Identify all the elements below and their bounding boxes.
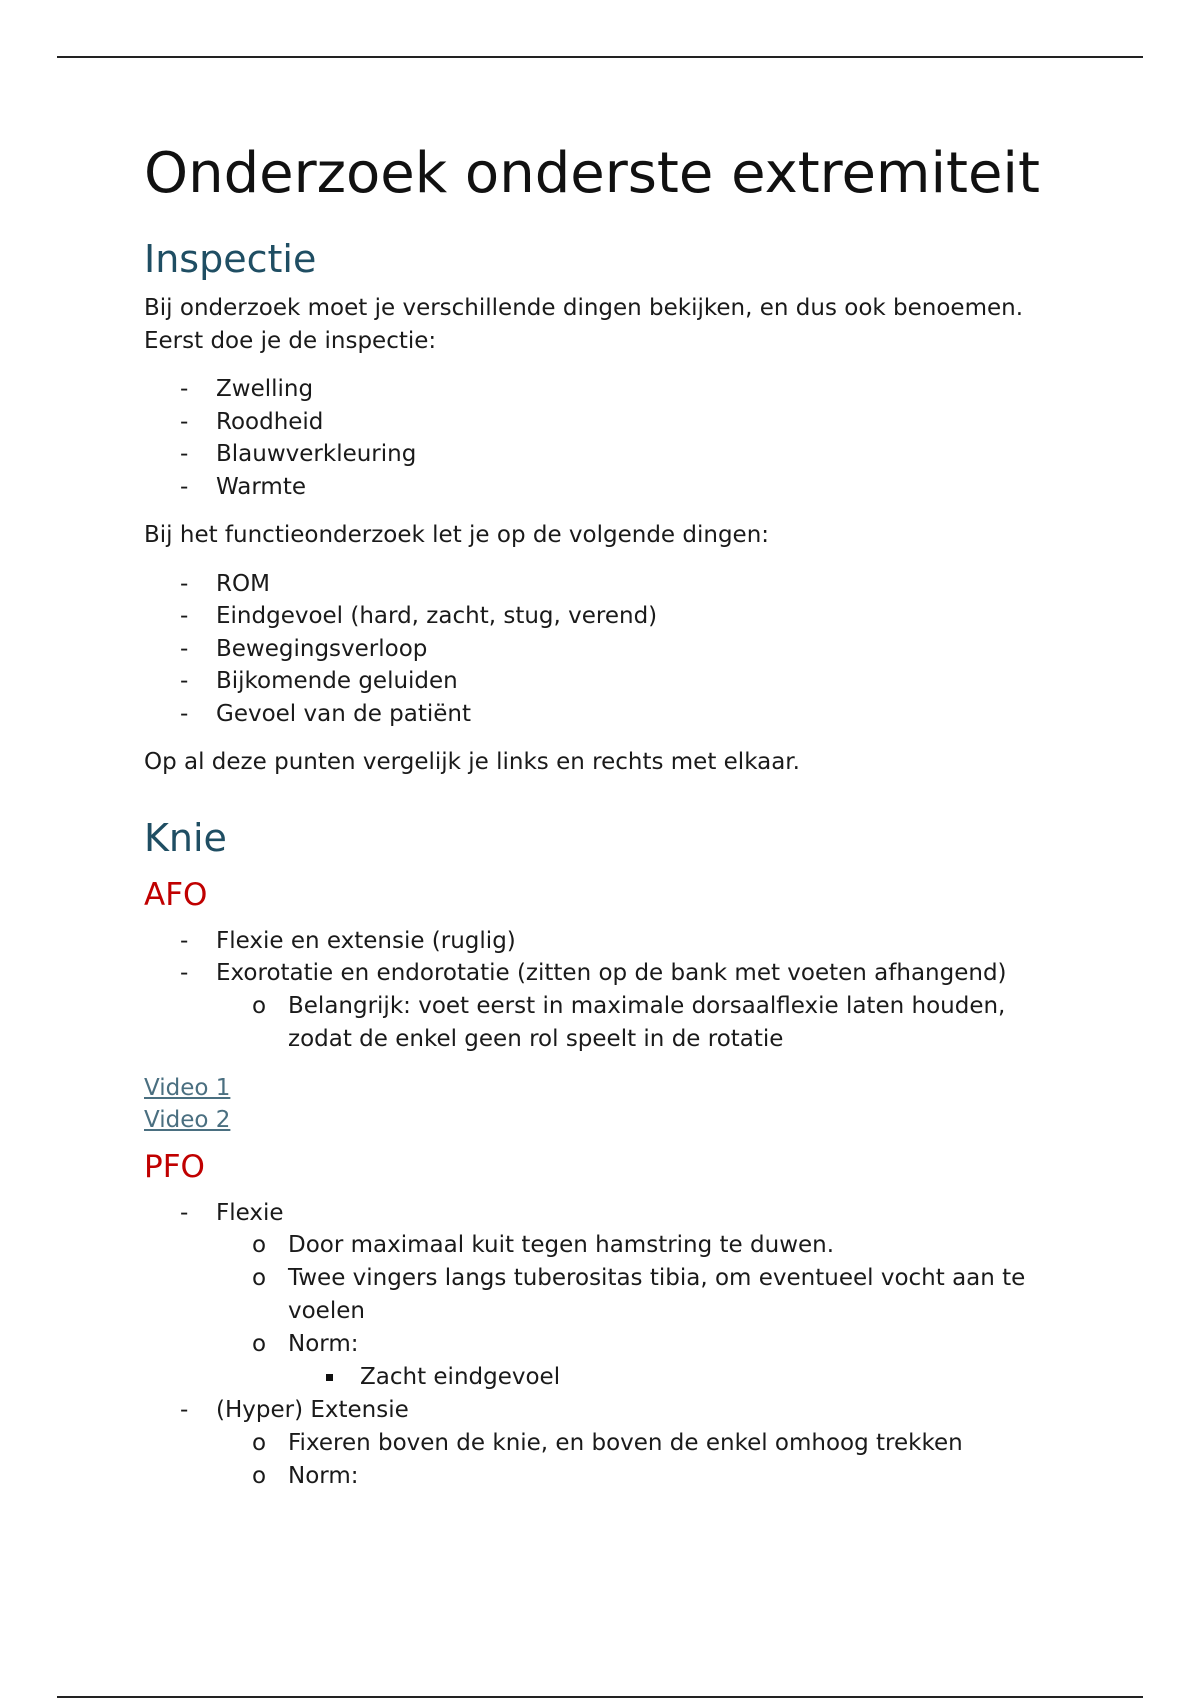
- list-item: - Blauwverkleuring: [144, 438, 1064, 471]
- video-2-link[interactable]: Video 2: [144, 1107, 231, 1133]
- heading-pfo: PFO: [144, 1148, 205, 1185]
- dash-bullet: -: [180, 570, 189, 597]
- pfo-list: [144, 1197, 1064, 1493]
- list-item: o Fixeren boven de knie, en boven de enkel omhoog trekken: [216, 1427, 1064, 1460]
- document-body: [144, 140, 1064, 1509]
- list-item: - Eindgevoel (hard, zacht, stug, verend): [144, 600, 1064, 633]
- list-item: - Flexie o Door maximaal kuit tegen hamstring te duwen. o Twee vingers langs tuberositas tibia, om eventueel vocht aan te voelen o Norm: Zacht eindgevoel: [144, 1197, 1064, 1395]
- dash-bullet: -: [180, 441, 189, 467]
- heading-afo: AFO: [144, 876, 208, 913]
- inspectie-list: [144, 373, 1064, 503]
- circle-bullet: o: [252, 1265, 267, 1291]
- functie-intro: Bij het functieonderzoek let je op de volgende dingen:: [144, 522, 770, 548]
- dash-bullet: -: [180, 668, 189, 694]
- afo-list: [144, 925, 1064, 1056]
- dash-bullet: -: [180, 700, 189, 727]
- dash-bullet: -: [180, 376, 189, 402]
- dash-bullet: -: [180, 473, 189, 500]
- dash-bullet: -: [180, 927, 189, 954]
- list-item: o Belangrijk: voet eerst in maximale dorsaalflexie laten houden, zodat de enkel geen rol speelt in de rotatie: [216, 990, 1064, 1056]
- page-title: Onderzoek onderste extremiteit: [144, 141, 1040, 206]
- dash-bullet: -: [180, 603, 189, 629]
- dash-bullet: -: [180, 960, 189, 986]
- list-item: o Norm:: [216, 1460, 1064, 1493]
- list-item: - Warmte: [144, 471, 1064, 504]
- list-item: o Twee vingers langs tuberositas tibia, om eventueel vocht aan te voelen: [216, 1262, 1064, 1328]
- list-item: - Zwelling: [144, 373, 1064, 406]
- circle-bullet: o: [252, 992, 267, 1019]
- dash-bullet: -: [180, 408, 189, 435]
- square-bullet: [326, 1374, 333, 1381]
- circle-bullet: o: [252, 1462, 267, 1489]
- list-item: - (Hyper) Extensie o Fixeren boven de knie, en boven de enkel omhoog trekken o Norm:: [144, 1394, 1064, 1493]
- inspectie-outro: Op al deze punten vergelijk je links en rechts met elkaar.: [144, 749, 800, 775]
- list-item: - Bijkomende geluiden: [144, 665, 1064, 698]
- inspectie-intro: Bij onderzoek moet je verschillende dingen bekijken, en dus ook benoemen. Eerst doe je de inspectie:: [144, 295, 1024, 354]
- functie-list: [144, 568, 1064, 731]
- video-links: [144, 1072, 1064, 1137]
- list-item: - Flexie en extensie (ruglig): [144, 925, 1064, 958]
- dash-bullet: -: [180, 1199, 189, 1226]
- list-item: Zacht eindgevoel: [288, 1361, 1064, 1394]
- list-item: - Exorotatie en endorotatie (zitten op de bank met voeten afhangend) o Belangrijk: voet eerst in maximale dorsaalflexie laten houden, zodat de enkel geen rol speelt in de rotatie: [144, 957, 1064, 1056]
- dash-bullet: -: [180, 1397, 189, 1423]
- video-1-link[interactable]: Video 1: [144, 1074, 231, 1101]
- circle-bullet: o: [252, 1232, 267, 1258]
- list-item: o Door maximaal kuit tegen hamstring te duwen.: [216, 1229, 1064, 1262]
- footer-rule: [57, 1696, 1143, 1698]
- list-item: - Gevoel van de patiënt: [144, 698, 1064, 731]
- flexie-sublist: [216, 1229, 1064, 1394]
- list-item: o Norm: Zacht eindgevoel: [216, 1328, 1064, 1394]
- extensie-sublist: [216, 1427, 1064, 1493]
- heading-knie: Knie: [144, 815, 227, 860]
- header-rule: [57, 56, 1143, 58]
- circle-bullet: o: [252, 1331, 267, 1357]
- afo-sublist: [216, 990, 1064, 1056]
- circle-bullet: o: [252, 1429, 267, 1456]
- list-item: - Bewegingsverloop: [144, 633, 1064, 666]
- heading-inspectie: Inspectie: [144, 237, 317, 281]
- list-item: - Roodheid: [144, 406, 1064, 439]
- list-item: - ROM: [144, 568, 1064, 601]
- dash-bullet: -: [180, 635, 189, 662]
- norm-sublist: [288, 1361, 1064, 1394]
